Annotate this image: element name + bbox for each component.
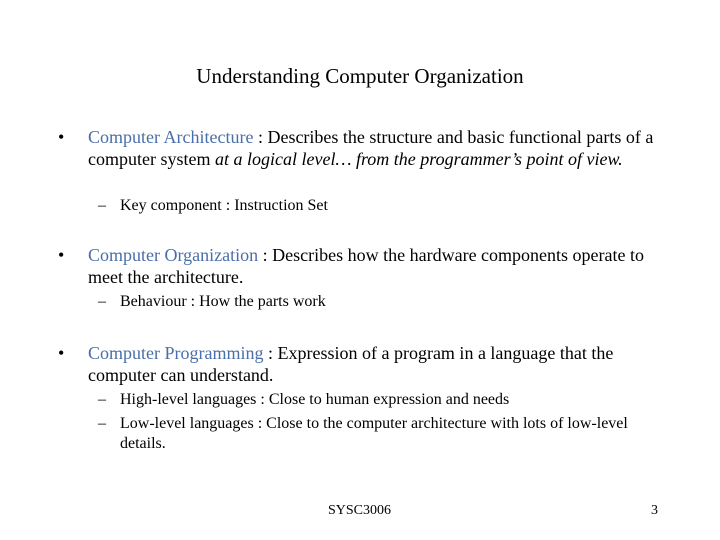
sub-bullet-text: Low-level languages : Close to the computer architecture with lots of low-level details. [120,415,628,452]
bullet-marker: • [58,245,65,265]
dash-marker: – [98,197,106,214]
bullet-text: : Expression of a program in a language that the computer can understand. [88,343,614,385]
dash-marker: – [98,293,106,310]
sub-bullet-text: Behaviour : How the parts work [120,293,326,310]
bullet-marker: • [58,343,65,363]
sub-bullet-text: High-level languages : Close to human expression and needs [120,391,510,408]
dash-marker: – [98,391,106,408]
bullet-computer-architecture [58,126,658,170]
sub-bullet-low-level [98,414,663,454]
sub-bullet-high-level [98,390,663,410]
footer-course: SYSC3006 [328,503,392,518]
bullet-marker: • [58,127,65,147]
bullet-italic-text: at a logical level… from the programmer’s point of view. [214,149,623,169]
bullet-computer-programming [58,342,658,386]
bullet-term: Computer Architecture [88,127,254,147]
bullet-term: Computer Organization [88,245,259,265]
bullet-text: : Describes how the hardware components operate to meet the architecture. [88,245,645,287]
bullet-computer-organization [58,244,658,288]
dash-marker: – [98,415,106,432]
slide-title: Understanding Computer Organization [196,64,524,88]
sub-bullet-text: Key component : Instruction Set [120,197,328,214]
sub-bullet-behaviour [98,292,663,312]
bullet-text: : Describes the structure and basic functional parts of a computer system [88,127,654,169]
footer-page-number: 3 [651,503,658,518]
bullet-term: Computer Programming [88,343,264,363]
sub-bullet-key-component [98,196,663,216]
